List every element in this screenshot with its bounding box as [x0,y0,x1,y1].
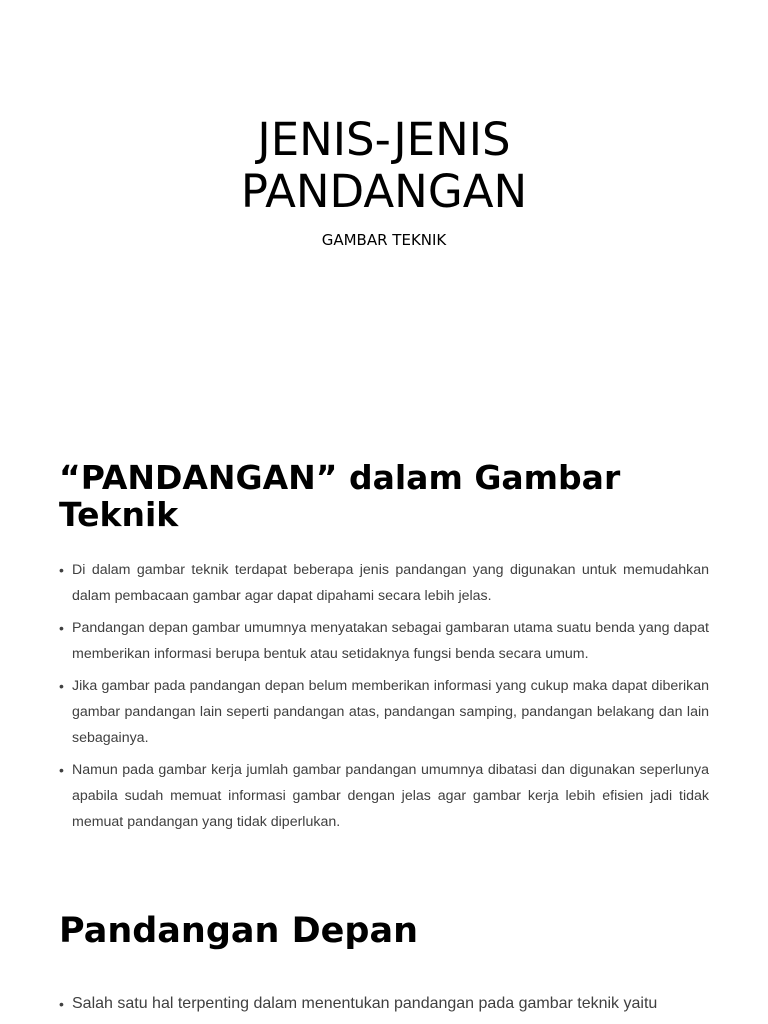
main-title [0,114,768,218]
list-item [59,557,709,609]
bullet-text: Namun pada gambar kerja jumlah gambar pandangan umumnya dibatasi dan digunakan seperlunya apabila sudah memuat informasi gambar dengan jelas agar gambar kerja lebih efisien jadi tidak memuat pandangan yang tidak diperlukan. [72,762,709,830]
list-item [59,757,709,835]
bullet-icon: • [59,678,64,694]
bullet-icon: • [59,762,64,778]
section-pandangan-intro [59,459,709,841]
list-item [59,615,709,667]
bullet-icon: • [59,620,64,636]
section-pandangan-depan [59,911,709,1023]
bullet-list [59,991,709,1017]
bullet-icon: • [59,562,64,578]
bullet-text: Salah satu hal terpenting dalam menentukan pandangan pada gambar teknik yaitu [72,995,658,1012]
bullet-icon: • [59,996,64,1012]
list-item [59,991,709,1017]
bullet-text: Pandangan depan gambar umumnya menyatakan sebagai gambaran utama suatu benda yang dapat memberikan informasi berupa bentuk atau setidaknya fungsi benda secara umum. [72,620,709,662]
bullet-text: Jika gambar pada pandangan depan belum memberikan informasi yang cukup maka dapat diberikan gambar pandangan lain seperti pandangan atas, pandangan samping, pandangan belakang dan lain sebagainya. [72,678,709,746]
bullet-text: Di dalam gambar teknik terdapat beberapa jenis pandangan yang digunakan untuk memudahkan dalam pembacaan gambar agar dapat dipahami secara lebih jelas. [72,562,709,604]
subtitle: GAMBAR TEKNIK [321,231,447,249]
main-title-line-2: PANDANGAN [240,165,528,218]
bullet-list [59,557,709,835]
section-heading-line-1: “PANDANGAN” dalam Gambar [59,458,621,497]
section-heading: Pandangan Depan [59,911,418,951]
section-heading-line-2: Teknik [59,495,179,534]
section-heading [59,459,709,533]
list-item [59,673,709,751]
main-title-line-1: JENIS-JENIS [257,113,511,166]
title-slide [0,0,768,430]
